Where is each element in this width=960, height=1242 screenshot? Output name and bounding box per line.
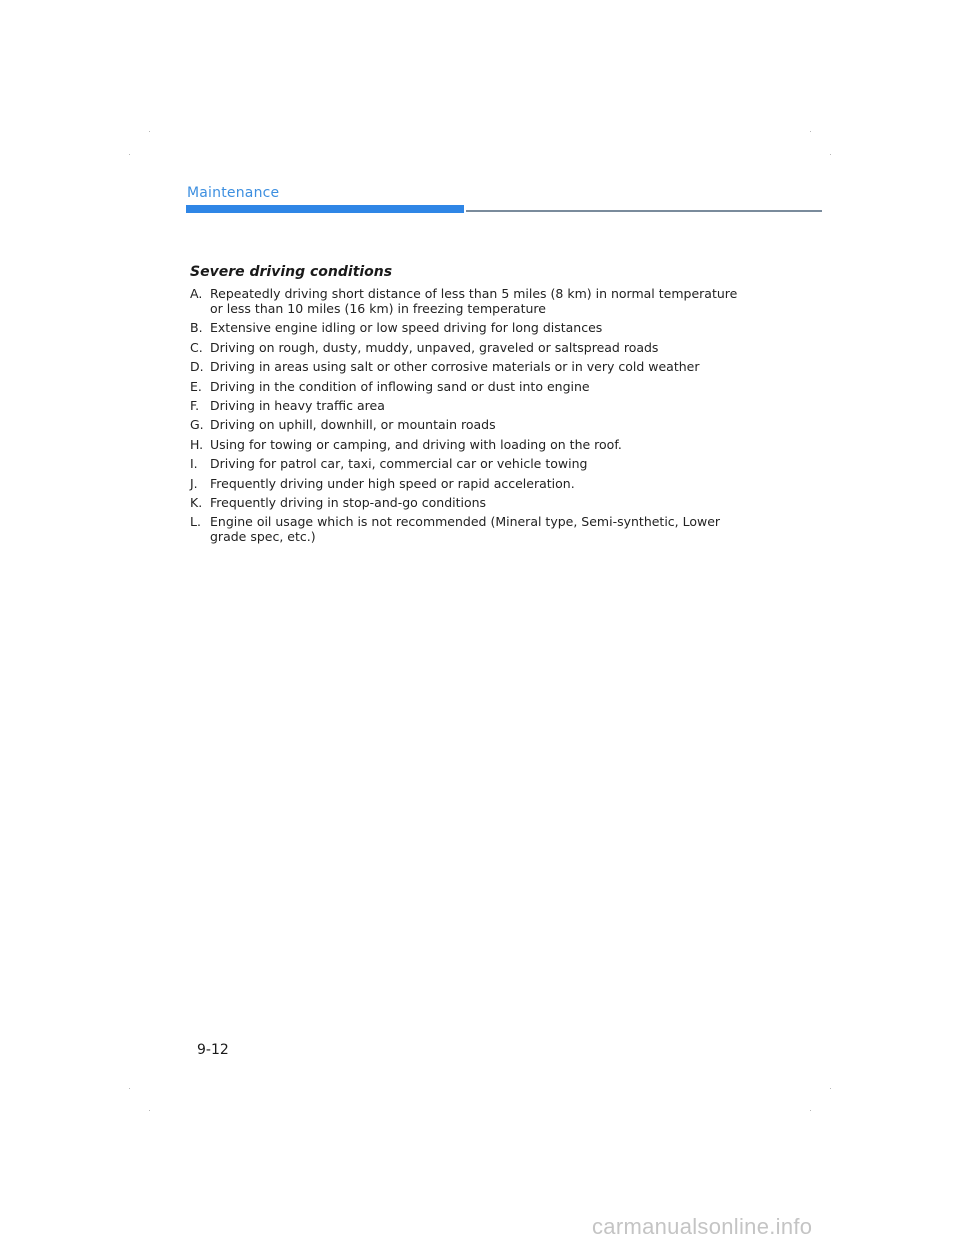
- item-letter: I.: [190, 456, 198, 472]
- list-item: [190, 417, 750, 432]
- list-item: [190, 379, 750, 394]
- list-item: [190, 359, 750, 374]
- item-text: Using for towing or camping, and driving with loading on the roof.: [210, 436, 622, 452]
- item-letter: L.: [190, 514, 201, 530]
- item-letter: K.: [190, 494, 203, 510]
- item-letter: A.: [190, 286, 203, 301]
- item-text: Engine oil usage which is not recommended (Mineral type, Semi-synthetic, Lower grade spec, etc.): [210, 514, 721, 545]
- conditions-list: [190, 286, 750, 549]
- list-item: [190, 495, 750, 510]
- section-accent-bar: [186, 205, 464, 213]
- item-letter: J.: [190, 475, 198, 491]
- item-letter: C.: [190, 339, 203, 355]
- crop-mark: [129, 1088, 130, 1089]
- list-item: [190, 320, 750, 335]
- crop-mark: [830, 1088, 831, 1089]
- item-letter: H.: [190, 436, 204, 452]
- crop-mark: [129, 154, 130, 155]
- item-text: Repeatedly driving short distance of less than 5 miles (8 km) in normal temperature or less than 10 miles (16 km) in freezing temperature: [210, 286, 738, 316]
- item-letter: D.: [190, 359, 204, 375]
- list-item: [190, 456, 750, 471]
- item-letter: G.: [190, 417, 204, 433]
- list-item: [190, 340, 750, 355]
- crop-mark: [810, 1110, 811, 1111]
- item-letter: E.: [190, 378, 202, 394]
- item-text: Driving in areas using salt or other corrosive materials or in very cold weather: [210, 359, 700, 375]
- list-item: [190, 398, 750, 413]
- crop-mark: [149, 1110, 150, 1111]
- item-text: Driving for patrol car, taxi, commercial car or vehicle towing: [210, 456, 588, 472]
- page-heading: Severe driving conditions: [190, 264, 393, 280]
- list-item: [190, 286, 750, 316]
- page-number: 9-12: [197, 1042, 229, 1058]
- item-text: Driving on uphill, downhill, or mountain roads: [210, 417, 496, 433]
- item-letter: B.: [190, 320, 203, 336]
- item-text: Frequently driving in stop-and-go conditions: [210, 494, 487, 510]
- list-item: [190, 476, 750, 491]
- list-item: [190, 437, 750, 452]
- item-text: Driving in heavy traffic area: [210, 397, 385, 413]
- watermark: carmanualsonline.info: [592, 1214, 813, 1239]
- section-rule: [466, 210, 822, 212]
- item-text: Frequently driving under high speed or rapid acceleration.: [210, 475, 575, 491]
- item-text: Extensive engine idling or low speed driving for long distances: [210, 320, 603, 336]
- item-letter: F.: [190, 397, 200, 413]
- list-item: [190, 514, 750, 544]
- crop-mark: [810, 131, 811, 132]
- crop-mark: [149, 131, 150, 132]
- item-text: Driving on rough, dusty, muddy, unpaved, graveled or saltspread roads: [210, 339, 659, 355]
- item-text: Driving in the condition of inflowing sand or dust into engine: [210, 378, 590, 394]
- crop-mark: [830, 154, 831, 155]
- section-title: Maintenance: [187, 185, 280, 201]
